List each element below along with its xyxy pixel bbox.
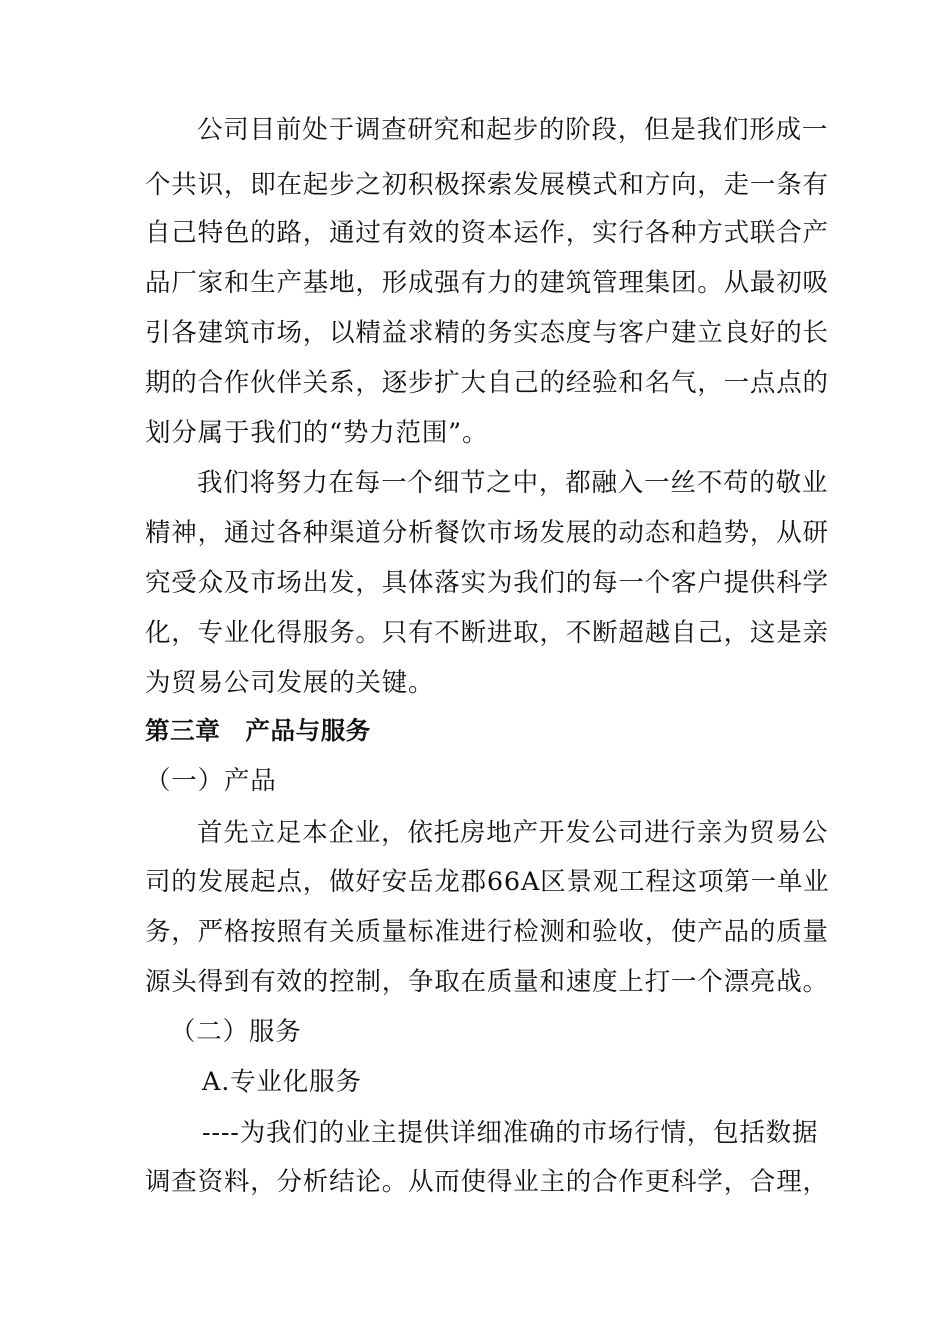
paragraph-4-line-1: ----为我们的业主提供详细准确的市场行情，包括数据 <box>202 1118 819 1148</box>
paragraph-3-line-2: 司的发展起点，做好安岳龙郡66A区景观工程这项第一单业 <box>145 867 830 897</box>
section-products-heading: （一）产品 <box>145 766 277 796</box>
paragraph-1-line-2: 个共识，即在起步之初积极探索发展模式和方向，走一条有 <box>145 170 829 200</box>
paragraph-1-line-5: 引各建筑市场，以精益求精的务实态度与客户建立良好的长 <box>145 318 829 348</box>
paragraph-1-line-7: 划分属于我们的“势力范围”。 <box>145 418 489 448</box>
chapter-heading: 第三章 产品与服务 <box>145 716 371 745</box>
paragraph-2-line-5: 为贸易公司发展的关键。 <box>145 668 435 698</box>
paragraph-2-line-1: 我们将努力在每一个细节之中，都融入一丝不苟的敬业 <box>197 468 829 498</box>
paragraph-2-line-3: 究受众及市场出发，具体落实为我们的每一个客户提供科学 <box>145 568 829 598</box>
paragraph-3-line-3: 务，严格按照有关质量标准进行检测和验收，使产品的质量 <box>145 917 829 947</box>
paragraph-3-line-4: 源头得到有效的控制，争取在质量和速度上打一个漂亮战。 <box>145 967 829 997</box>
paragraph-2-line-4: 化，专业化得服务。只有不断进取，不断超越自己，这是亲 <box>145 618 829 648</box>
paragraph-1-line-1: 公司目前处于调查研究和起步的阶段，但是我们形成一 <box>197 115 829 145</box>
paragraph-1-line-4: 品厂家和生产基地，形成强有力的建筑管理集团。从最初吸 <box>145 268 829 298</box>
subsection-professional-service: A.专业化服务 <box>202 1067 362 1097</box>
paragraph-1-line-6: 期的合作伙伴关系，逐步扩大自己的经验和名气，一点点的 <box>145 368 829 398</box>
paragraph-2-line-2: 精神，通过各种渠道分析餐饮市场发展的动态和趋势，从研 <box>145 518 829 548</box>
paragraph-1-line-3: 自己特色的路，通过有效的资本运作，实行各种方式联合产 <box>145 218 829 248</box>
section-services-heading: （二）服务 <box>170 1017 302 1047</box>
paragraph-3-line-1: 首先立足本企业，依托房地产开发公司进行亲为贸易公 <box>197 818 829 848</box>
paragraph-4-line-2: 调查资料，分析结论。从而使得业主的合作更科学，合理， <box>145 1167 829 1197</box>
